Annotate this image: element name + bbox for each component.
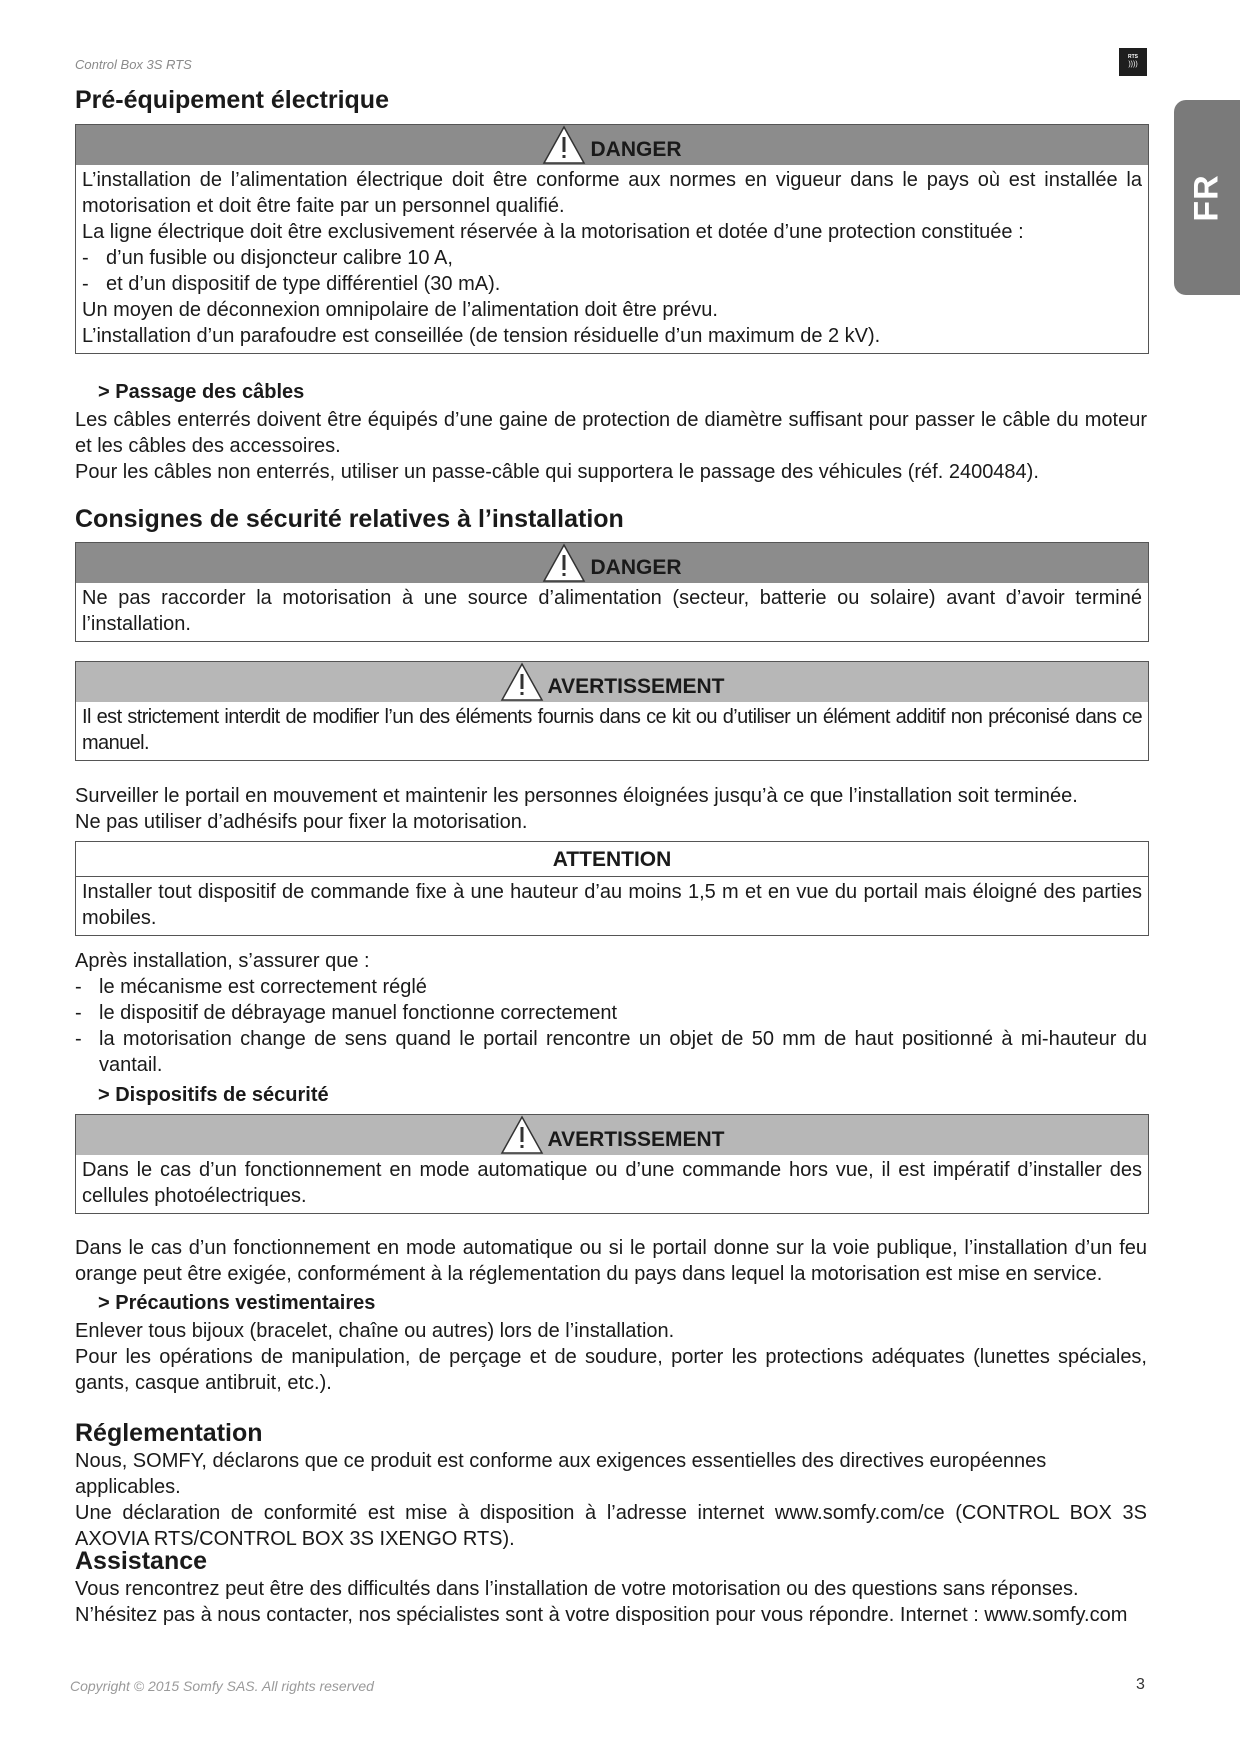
danger-box-electrical — [75, 124, 1149, 354]
paragraph: Pour les opérations de manipulation, de perçage et de soudure, porter les protections adéquates (lunettes spéciales, gants, casque antibruit, etc.). — [75, 1346, 1147, 1394]
subheading-passage-cables: > Passage des câbles — [98, 381, 305, 403]
warning-paragraph: Il est strictement interdit de modifier l’un des éléments fournis dans ce kit ou d’utiliser un élément additif non préconisé dans ce manuel. — [82, 706, 1142, 754]
running-title: Control Box 3S RTS — [75, 57, 192, 72]
danger-paragraph: La ligne électrique doit être exclusivement réservée à la motorisation et dotée d’une protection constituée : — [82, 221, 1024, 243]
danger-box-install — [75, 542, 1149, 642]
list-item: - le mécanisme est correctement réglé — [75, 976, 427, 998]
paragraph-reglementation — [75, 1448, 1147, 1552]
logo-waves: )))) — [1128, 61, 1138, 68]
paragraph: Nous, SOMFY, déclarons que ce produit est conforme aux exigences essentielles des directives européennes applicables. — [75, 1450, 1047, 1498]
rts-logo — [1119, 48, 1147, 76]
subheading-precautions: > Précautions vestimentaires — [98, 1292, 376, 1314]
paragraph: Les câbles enterrés doivent être équipés d’une gaine de protection de diamètre suffisant pour passer le câble du moteur et les câbles des accessoires. — [75, 409, 1147, 457]
warning-triangle-icon — [542, 543, 586, 583]
section-title-pre-equipement: Pré-équipement électrique — [75, 86, 389, 114]
warning-label: AVERTISSEMENT — [547, 1128, 725, 1151]
paragraph: Dans le cas d’un fonctionnement en mode automatique ou si le portail donne sur la voie publique, l’installation d’un feu orange peut être exigée, conformément à la réglementation du pays dans lequel la motorisation est mise en service. — [75, 1237, 1147, 1285]
warning-label: AVERTISSEMENT — [547, 675, 725, 698]
paragraph: Vous rencontrez peut être des difficultés dans l’installation de votre motorisation ou des questions sans réponses. — [75, 1578, 1079, 1600]
danger-paragraph: L’installation de l’alimentation électrique doit être conforme aux normes en vigueur dans le pays où est installée la motorisation et doit être faite par un personnel qualifié. — [82, 169, 1142, 217]
danger-box-body — [76, 583, 1148, 641]
paragraph-verifications — [75, 948, 1147, 1078]
language-tab — [1174, 100, 1240, 295]
section-title-consignes: Consignes de sécurité relatives à l’installation — [75, 505, 624, 533]
logo-text: RTS — [1128, 54, 1138, 60]
paragraph: Une déclaration de conformité est mise à disposition à l’adresse internet www.somfy.com/ce (CONTROL BOX 3S AXOVIA RTS/CONTROL BOX 3S IXENGO RTS). — [75, 1502, 1147, 1550]
warning-triangle-icon — [500, 662, 544, 702]
paragraph: Enlever tous bijoux (bracelet, chaîne ou autres) lors de l’installation. — [75, 1320, 675, 1342]
attention-paragraph: Installer tout dispositif de commande fixe à une hauteur d’au moins 1,5 m et en vue du portail mais éloigné des parties mobiles. — [82, 881, 1142, 929]
attention-box — [75, 841, 1149, 936]
attention-box-body — [76, 877, 1148, 935]
danger-paragraph: Ne pas raccorder la motorisation à une source d’alimentation (secteur, batterie ou solaire) avant d’avoir terminé l’installation. — [82, 587, 1142, 635]
warning-triangle-icon — [542, 125, 586, 165]
danger-box-header — [76, 543, 1148, 583]
danger-box-header — [76, 125, 1148, 165]
paragraph: Ne pas utiliser d’adhésifs pour fixer la motorisation. — [75, 811, 528, 833]
warning-box-photocells — [75, 1114, 1149, 1214]
list-item: - le dispositif de débrayage manuel fonctionne correctement — [75, 1002, 618, 1024]
paragraph-surveillance — [75, 783, 1147, 835]
section-title-reglementation: Réglementation — [75, 1419, 263, 1447]
paragraph-assistance — [75, 1576, 1147, 1628]
danger-paragraph: L’installation d’un parafoudre est conseillée (de tension résiduelle d’un maximum de 2 kV). — [82, 325, 881, 347]
warning-paragraph: Dans le cas d’un fonctionnement en mode automatique ou d’une commande hors vue, il est impératif d’installer des cellules photoélectriques. — [82, 1159, 1142, 1207]
warning-box-body — [76, 702, 1148, 760]
danger-label: DANGER — [590, 138, 682, 161]
warning-box-body — [76, 1155, 1148, 1213]
paragraph: Pour les câbles non enterrés, utiliser un passe-câble qui supportera le passage des véhicules (réf. 2400484). — [75, 461, 1039, 483]
page-number: 3 — [1136, 1676, 1145, 1693]
attention-box-header: ATTENTION — [76, 842, 1148, 877]
paragraph-precautions — [75, 1318, 1147, 1396]
paragraph: Après installation, s’assurer que : — [75, 950, 370, 972]
list-item: - et d’un dispositif de type différentiel (30 mA). — [82, 273, 501, 295]
section-title-assistance: Assistance — [75, 1547, 208, 1575]
warning-triangle-icon — [500, 1115, 544, 1155]
list-item: - la motorisation change de sens quand le portail rencontre un objet de 50 mm de haut positionné à mi-hauteur du vantail. — [75, 1028, 1147, 1076]
warning-box-header — [76, 662, 1148, 702]
danger-label: DANGER — [590, 556, 682, 579]
language-tab-label: FR — [1187, 173, 1226, 222]
list-item: - d’un fusible ou disjoncteur calibre 10 A, — [82, 247, 453, 269]
paragraph-feu-orange — [75, 1235, 1147, 1287]
copyright: Copyright © 2015 Somfy SAS. All rights reserved — [70, 1678, 374, 1694]
warning-box-modification — [75, 661, 1149, 761]
paragraph: N’hésitez pas à nous contacter, nos spécialistes sont à votre disposition pour vous répondre. Internet : www.somfy.com — [75, 1604, 1128, 1626]
danger-box-body — [76, 165, 1148, 353]
paragraph: Surveiller le portail en mouvement et maintenir les personnes éloignées jusqu’à ce que l’installation soit terminée. — [75, 785, 1078, 807]
danger-paragraph: Un moyen de déconnexion omnipolaire de l’alimentation doit être prévu. — [82, 299, 718, 321]
warning-box-header — [76, 1115, 1148, 1155]
paragraph-cables — [75, 407, 1147, 485]
subheading-dispositifs-securite: > Dispositifs de sécurité — [98, 1084, 329, 1106]
